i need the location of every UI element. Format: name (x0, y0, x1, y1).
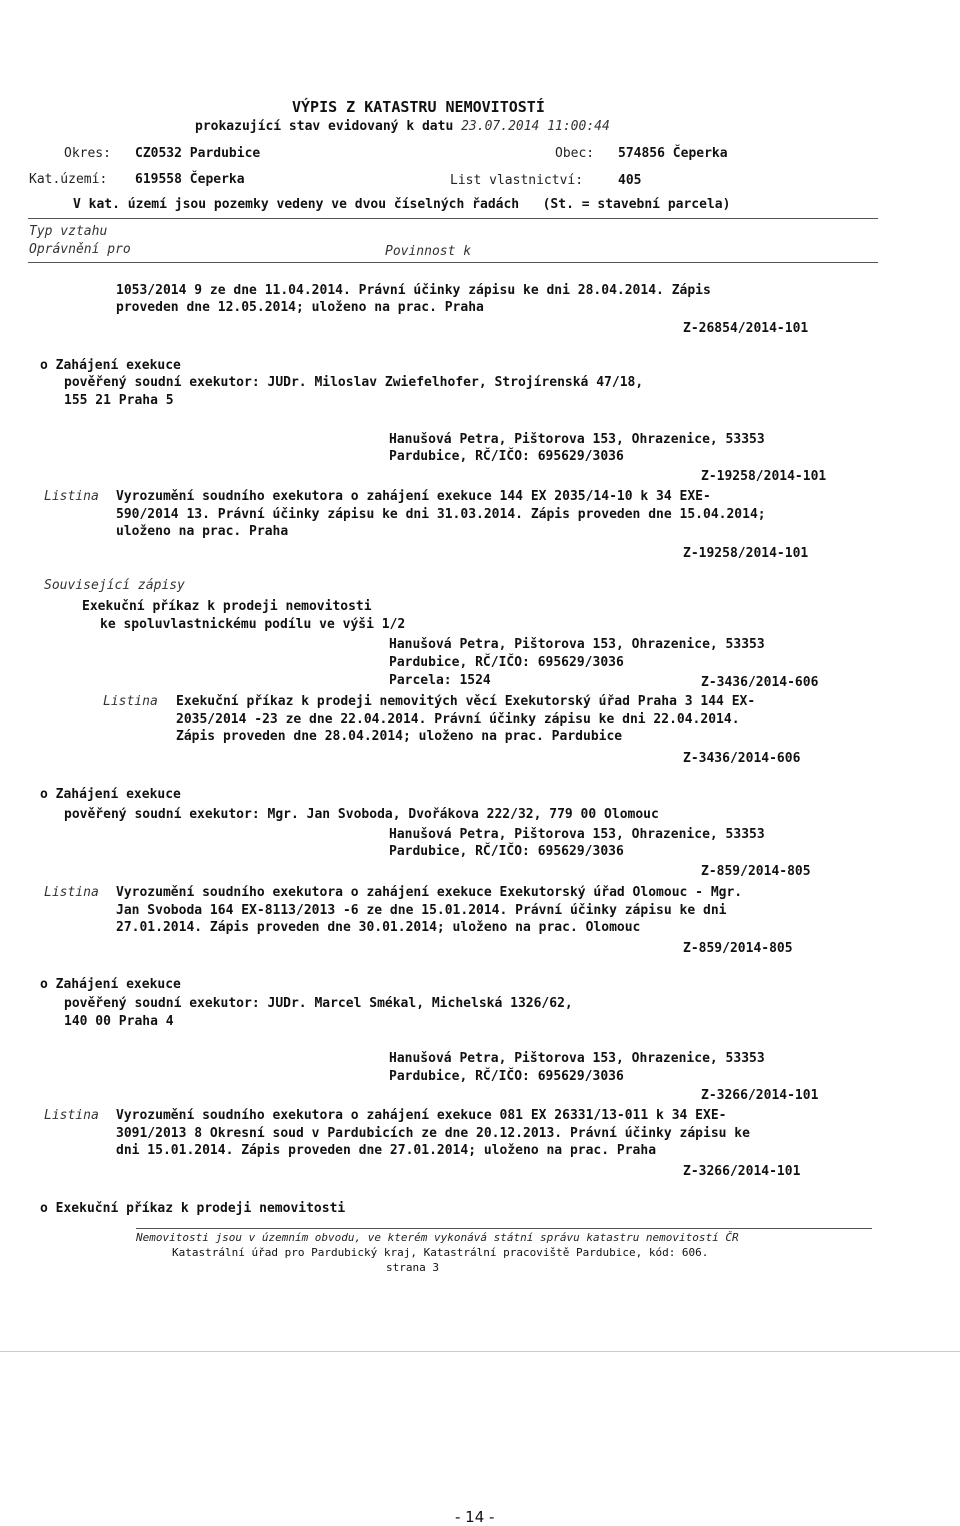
katuzemi-value: 619558 Čeperka (135, 172, 245, 187)
listina-label: Listina (44, 489, 99, 504)
entry-ref: Z-19258/2014-101 (701, 469, 827, 484)
section-title: o Zahájení exekuce (40, 358, 181, 373)
header-note: V kat. území jsou pozemky vedeny ve dvou číselných řadách (St. = stavební parcela) (73, 197, 731, 212)
executor-line: 155 21 Praha 5 (64, 393, 174, 408)
executor-line: 140 00 Praha 4 (64, 1014, 174, 1029)
executor-line: pověřený soudní exekutor: Mgr. Jan Svoboda, Dvořákova 222/32, 779 00 Olomouc (64, 807, 659, 822)
owner-line: Hanušová Petra, Pištorova 153, Ohrazenice, 53353 (389, 637, 765, 652)
listina-line: 27.01.2014. Zápis proveden dne 30.01.2014; uloženo na prac. Olomouc (116, 920, 641, 935)
listina-label: Listina (44, 1108, 99, 1123)
related-title: ke spoluvlastnickému podílu ve výši 1/2 (100, 617, 406, 632)
listina-line: Vyrozumění soudního exekutora o zahájení exekuce 144 EX 2035/14-10 k 34 EXE- (116, 489, 711, 504)
col-povinnost: Povinnost k (385, 244, 472, 259)
list-value: 405 (618, 173, 642, 188)
listina-label: Listina (103, 694, 158, 709)
entry-ref: Z-3266/2014-101 (701, 1088, 819, 1103)
page-number: - 14 - (455, 1508, 495, 1526)
divider (28, 262, 878, 263)
owner-line: Pardubice, RČ/IČO: 695629/3036 (389, 1069, 624, 1084)
entry-line: proveden dne 12.05.2014; uloženo na prac. Praha (116, 300, 484, 315)
okres-value: CZ0532 Pardubice (135, 146, 261, 161)
footer-line: Nemovitosti jsou v územním obvodu, ve kterém vykonává státní správu katastru nemovitostí ČR (136, 1231, 739, 1244)
section-title: o Exekuční příkaz k prodeji nemovitosti (40, 1201, 346, 1216)
parcel-line: Parcela: 1524 (389, 673, 491, 688)
owner-line: Pardubice, RČ/IČO: 695629/3036 (389, 449, 624, 464)
entry-ref: Z-859/2014-805 (683, 941, 793, 956)
listina-line: 3091/2013 8 Okresní soud v Pardubicích ze dne 20.12.2013. Právní účinky zápisu ke (116, 1126, 750, 1141)
col-typ-vztahu: Typ vztahu (29, 224, 108, 239)
entry-ref: Z-26854/2014-101 (683, 321, 809, 336)
footer-divider (136, 1228, 872, 1229)
entry-ref: Z-3266/2014-101 (683, 1164, 801, 1179)
list-label: List vlastnictví: (450, 173, 584, 188)
section-title: o Zahájení exekuce (40, 977, 181, 992)
page-edge (0, 1351, 960, 1352)
listina-line: dni 15.01.2014. Zápis proveden dne 27.01.2014; uloženo na prac. Praha (116, 1143, 657, 1158)
entry-line: 1053/2014 9 ze dne 11.04.2014. Právní účinky zápisu ke dni 28.04.2014. Zápis (116, 283, 711, 298)
listina-label: Listina (44, 885, 99, 900)
entry-ref: Z-3436/2014-606 (701, 675, 819, 690)
listina-line: 590/2014 13. Právní účinky zápisu ke dni 31.03.2014. Zápis proveden dne 15.04.2014; (116, 507, 766, 522)
divider (28, 218, 878, 219)
entry-ref: Z-19258/2014-101 (683, 546, 809, 561)
listina-line: uloženo na prac. Praha (116, 524, 289, 539)
obec-value: 574856 Čeperka (618, 146, 728, 161)
owner-line: Hanušová Petra, Pištorova 153, Ohrazenice, 53353 (389, 827, 765, 842)
obec-label: Obec: (555, 146, 595, 161)
footer-page-label: strana 3 (386, 1261, 439, 1274)
owner-line: Pardubice, RČ/IČO: 695629/3036 (389, 844, 624, 859)
owner-line: Hanušová Petra, Pištorova 153, Ohrazenice, 53353 (389, 1051, 765, 1066)
listina-line: Vyrozumění soudního exekutora o zahájení exekuce 081 EX 26331/13-011 k 34 EXE- (116, 1108, 727, 1123)
entry-ref: Z-3436/2014-606 (683, 751, 801, 766)
footer-line: Katastrální úřad pro Pardubický kraj, Katastrální pracoviště Pardubice, kód: 606. (172, 1246, 709, 1259)
listina-line: Zápis proveden dne 28.04.2014; uloženo na prac. Pardubice (176, 729, 623, 744)
katuzemi-label: Kat.území: (29, 172, 108, 187)
listina-line: 2035/2014 -23 ze dne 22.04.2014. Právní účinky zápisu ke dni 22.04.2014. (176, 712, 740, 727)
listina-line: Jan Svoboda 164 EX-8113/2013 -6 ze dne 15.01.2014. Právní účinky zápisu ke dni (116, 903, 727, 918)
section-title: o Zahájení exekuce (40, 787, 181, 802)
listina-line: Vyrozumění soudního exekutora o zahájení exekuce Exekutorský úřad Olomouc - Mgr. (116, 885, 743, 900)
related-title: Exekuční příkaz k prodeji nemovitosti (82, 599, 372, 614)
document-title: VÝPIS Z KATASTRU NEMOVITOSTÍ (292, 98, 545, 116)
extract-datetime: 23.07.2014 11:00:44 (461, 119, 610, 134)
entry-ref: Z-859/2014-805 (701, 864, 811, 879)
owner-line: Pardubice, RČ/IČO: 695629/3036 (389, 655, 624, 670)
col-opravneni: Oprávnění pro (29, 242, 131, 257)
executor-line: pověřený soudní exekutor: JUDr. Miloslav Zwiefelhofer, Strojírenská 47/18, (64, 375, 644, 390)
listina-line: Exekuční příkaz k prodeji nemovitých věcí Exekutorský úřad Praha 3 144 EX- (176, 694, 756, 709)
executor-line: pověřený soudní exekutor: JUDr. Marcel Smékal, Michelská 1326/62, (64, 996, 573, 1011)
owner-line: Hanušová Petra, Pištorova 153, Ohrazenice, 53353 (389, 432, 765, 447)
subtitle-prefix: prokazující stav evidovaný k datu (195, 119, 454, 134)
related-label: Související zápisy (44, 578, 185, 593)
okres-label: Okres: (64, 146, 111, 161)
document-subtitle (195, 118, 610, 136)
